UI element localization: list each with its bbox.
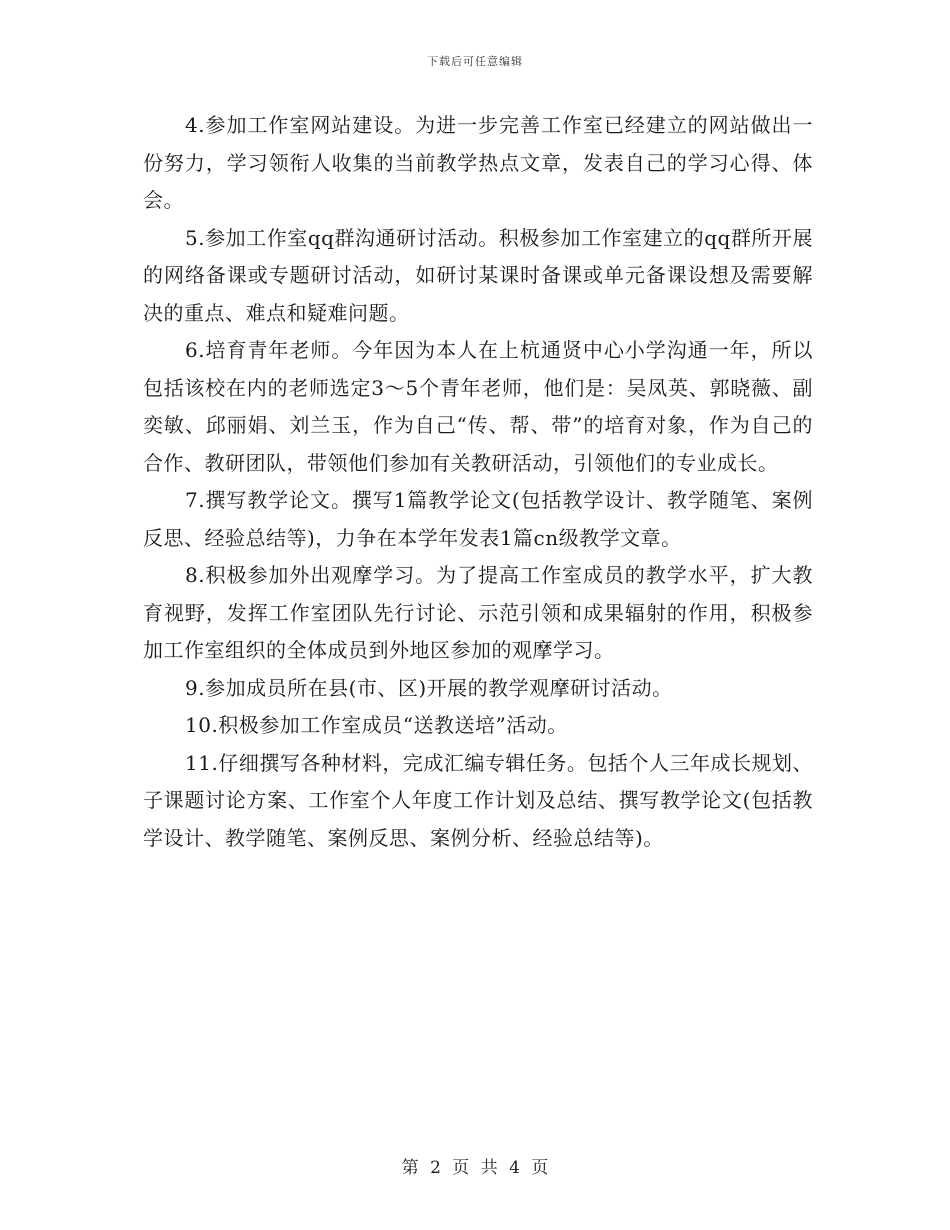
paragraph-item-11: 11.仔细撰写各种材料，完成汇编专辑任务。包括个人三年成长规划、子课题讨论方案、工作室个人年度工作计划及总结、撰写教学论文(包括教学设计、教学随笔、案例反思、案例分析、经验总结等)。 [143, 750, 813, 850]
paragraph-item-10: 10.积极参加工作室成员“送教送培”活动。 [185, 713, 568, 737]
page-header: 下载后可任意编辑 [427, 55, 523, 68]
paragraph-item-4: 4.参加工作室网站建设。为进一步完善工作室已经建立的网站做出一份努力，学习领衔人收集的当前教学热点文章，发表自己的学习心得、体会。 [143, 113, 813, 212]
paragraph-item-9: 9.参加成员所在县(市、区)开展的教学观摩研讨活动。 [185, 675, 673, 700]
paragraph-item-5: 5.参加工作室qq群沟通研讨活动。积极参加工作室建立的qq群所开展的网络备课或专题研讨活动，如研讨某课时备课或单元备课设想及需要解决的重点、难点和疑难问题。 [143, 225, 813, 325]
paragraph-item-7: 7.撰写教学论文。撰写1篇教学论文(包括教学设计、教学随笔、案例反思、经验总结等)，力争在本学年发表1篇cn级教学文章。 [143, 488, 813, 550]
document-body [143, 107, 813, 857]
paragraph-item-6: 6.培育青年老师。今年因为本人在上杭通贤中心小学沟通一年，所以包括该校在内的老师选定3～5个青年老师，他们是：吴凤英、郭晓薇、副奕敏、邱丽娟、刘兰玉，作为自己“传、帮、带”的培育对象，作为自己的合作、教研团队，带领他们参加有关教研活动，引领他们的专业成长。 [143, 338, 813, 475]
paragraph-item-8: 8.积极参加外出观摩学习。为了提高工作室成员的教学水平，扩大教育视野，发挥工作室团队先行讨论、示范引领和成果辐射的作用，积极参加工作室组织的全体成员到外地区参加的观摩学习。 [143, 563, 813, 662]
page-number-footer: 第 2 页 共 4 页 [401, 1158, 549, 1178]
